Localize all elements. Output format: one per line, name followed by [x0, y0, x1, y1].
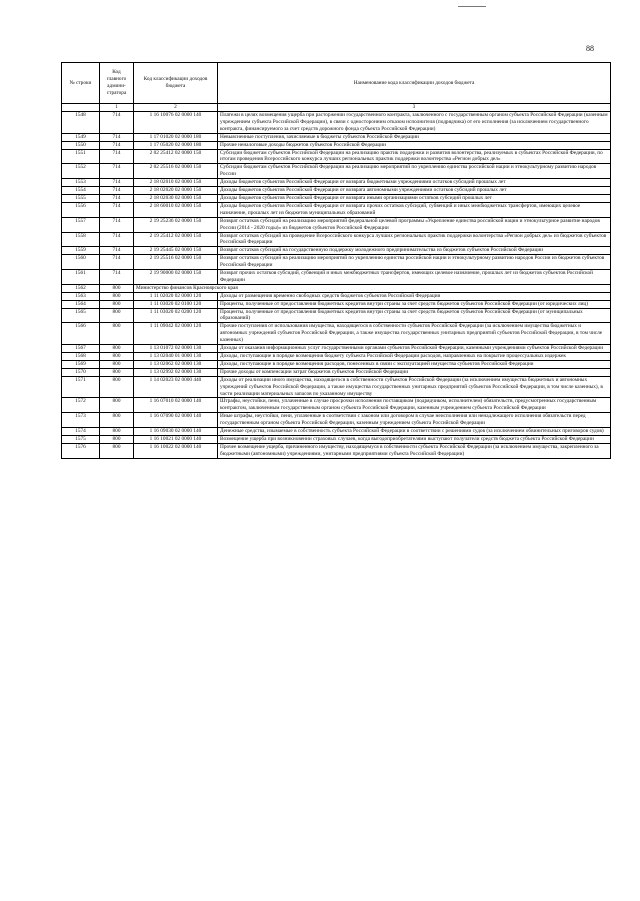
row-number: 1555: [62, 194, 100, 202]
admin-code: 800: [100, 360, 134, 368]
classification-name: Прочие доходы от компенсации затрат бюджетов субъектов Российской Федерации: [218, 368, 611, 376]
classification-code: 2 19 25412 02 0000 150: [134, 232, 218, 247]
admin-code: 800: [100, 292, 134, 300]
classification-name: Доходы от размещения временно свободных средств бюджетов субъектов Российской Федерации: [218, 292, 611, 300]
classification-code: 2 02 25516 02 0000 150: [134, 164, 218, 179]
admin-code: 800: [100, 398, 134, 413]
row-number: 1574: [62, 428, 100, 436]
classification-name: Иные штрафы, неустойки, пени, уплаченные в соответствии с законом или договором в случае неисполнения или ненадлежащего исполнения обязательств перед государственным органом субъекта Российской Федерации, казенным учреждением субъекта Российской Федерации: [218, 413, 611, 428]
classification-name: Доходы бюджетов субъектов Российской Федерации от возврата иными организациями остатков субсидий прошлых лет: [218, 194, 611, 202]
admin-code: 800: [100, 345, 134, 353]
classification-code: 1 11 03020 02 0100 120: [134, 300, 218, 308]
table-row: [62, 255, 611, 270]
admin-code: 800: [100, 284, 134, 292]
classification-name: Возврат остатков субсидий на реализацию мероприятий федеральной целевой программы «Укрепление единства российской нации и этнокультурное развитие народов России (2014 - 2020 годы)» из бюджетов субъектов Российской Федерации: [218, 217, 611, 232]
classification-name: Штрафы, неустойки, пени, уплаченные в случае просрочки исполнения поставщиком (подрядчиком, исполнителем) обязательств, предусмотренных государственным контрактом, заключенным государственным органом субъекта Российской Федерации, казенным учреждением субъекта Российской Федерации: [218, 398, 611, 413]
classification-name: Прочие неналоговые доходы бюджетов субъектов Российской Федерации: [218, 141, 611, 149]
row-number: 1548: [62, 112, 100, 134]
admin-code: 800: [100, 376, 134, 398]
row-number: 1572: [62, 398, 100, 413]
header-row-no: № строки: [62, 63, 100, 104]
admin-code: 714: [100, 255, 134, 270]
classification-code: 1 17 01020 02 0000 180: [134, 133, 218, 141]
table-body: [62, 112, 611, 459]
row-number: 1561: [62, 270, 100, 285]
administrator-name: Министерство финансов Красноярского края: [134, 284, 611, 292]
column-number: 3: [218, 104, 611, 112]
header-class-code: Код классификации доходов бюджета: [134, 63, 218, 104]
table-row: [62, 194, 611, 202]
admin-code: 800: [100, 353, 134, 361]
classification-code: 2 19 90000 02 0000 150: [134, 270, 218, 285]
classification-name: Невыясненные поступления, зачисляемые в бюджеты субъектов Российской Федерации: [218, 133, 611, 141]
admin-code: 800: [100, 428, 134, 436]
row-number: 1566: [62, 323, 100, 345]
row-number: 1549: [62, 133, 100, 141]
classification-name: Денежные средства, изымаемые в собственность субъекта Российской Федерации в соответствии с решениями судов (за исключением обвинительных приговоров судов): [218, 428, 611, 436]
column-number: [62, 104, 100, 112]
admin-code: 714: [100, 247, 134, 255]
classification-code: 1 16 07090 02 0000 140: [134, 413, 218, 428]
budget-revenue-table: [61, 62, 611, 459]
admin-code: 714: [100, 164, 134, 179]
row-number: 1559: [62, 247, 100, 255]
admin-code: 714: [100, 217, 134, 232]
classification-code: 1 16 10022 02 0000 140: [134, 443, 218, 458]
row-number: 1560: [62, 255, 100, 270]
classification-code: 1 16 10021 02 0000 140: [134, 435, 218, 443]
table-row: [62, 413, 611, 428]
classification-name: Возврат остатков субсидий на реализацию мероприятий по укреплению единства российской нации и этнокультурному развитию народов России из бюджетов субъектов Российской Федерации: [218, 255, 611, 270]
classification-code: 1 16 09030 02 0000 140: [134, 428, 218, 436]
row-number: 1567: [62, 345, 100, 353]
table-row: [62, 323, 611, 345]
classification-name: Доходы бюджетов субъектов Российской Федерации от возврата бюджетными учреждениями остатков субсидий прошлых лет: [218, 179, 611, 187]
row-number: 1570: [62, 368, 100, 376]
row-number: 1550: [62, 141, 100, 149]
row-number: 1569: [62, 360, 100, 368]
table-row: [62, 353, 611, 361]
row-number: 1573: [62, 413, 100, 428]
page-number: 88: [586, 44, 594, 53]
classification-code: 1 13 02040 01 0000 130: [134, 353, 218, 361]
table-row: [62, 179, 611, 187]
admin-code: 714: [100, 270, 134, 285]
classification-code: 1 13 02992 02 0000 130: [134, 368, 218, 376]
classification-code: 1 17 05020 02 0000 180: [134, 141, 218, 149]
table-row: [62, 435, 611, 443]
table-row: [62, 270, 611, 285]
classification-name: Доходы бюджетов субъектов Российской Федерации от возврата автономными учреждениями остатков субсидий прошлых лет: [218, 187, 611, 195]
table-row: [62, 164, 611, 179]
admin-code: 714: [100, 194, 134, 202]
classification-name: Доходы от оказания информационных услуг государственными органами субъектов Российской Федерации, казенными учреждениями субъектов Российской Федерации: [218, 345, 611, 353]
admin-code: 800: [100, 323, 134, 345]
table-row: [62, 376, 611, 398]
column-number: 2: [134, 104, 218, 112]
classification-name: Прочие поступления от использования имущества, находящегося в собственности субъектов Российской Федерации (за исключением имущества бюджетных и автономных учреждений субъектов Российской Федерации, а также имущества государственных унитарных предприятий субъектов Российской Федерации, в том числе казенных): [218, 323, 611, 345]
admin-code: 800: [100, 308, 134, 323]
table-row: [62, 202, 611, 217]
classification-name: Платежи в целях возмещения ущерба при расторжении государственного контракта, заключенного с государственным органом субъекта Российской Федерации (казенным учреждением субъекта Российской Федерации), в связи с односторонним отказом исполнителя (подрядчика) от его исполнения (за исключением государственного контракта, финансируемого за счет средств дорожного фонда субъекта Российской Федерации): [218, 112, 611, 134]
scan-mark: [458, 6, 486, 7]
admin-code: 714: [100, 232, 134, 247]
classification-code: 1 16 10076 02 0000 140: [134, 112, 218, 134]
row-number: 1557: [62, 217, 100, 232]
table-row: [62, 187, 611, 195]
table-row: [62, 284, 611, 292]
row-number: 1575: [62, 435, 100, 443]
row-number: 1563: [62, 292, 100, 300]
table-row: [62, 112, 611, 134]
admin-code: 714: [100, 112, 134, 134]
header-name: Наименование кода классификации доходов бюджета: [218, 63, 611, 104]
column-number-row: [62, 104, 611, 112]
classification-code: 2 18 60010 02 0000 150: [134, 202, 218, 217]
classification-name: Субсидии бюджетам субъектов Российской Федерации на реализацию практик поддержки и развития волонтерства, реализуемых в субъектах Российской Федерации, по итогам проведения Всероссийского конкурса лучших региональных практик поддержки волонтерства «Регион добрых дел»: [218, 149, 611, 164]
row-number: 1564: [62, 300, 100, 308]
table-row: [62, 133, 611, 141]
classification-name: Возврат прочих остатков субсидий, субвенций и иных межбюджетных трансфертов, имеющих целевое назначение, прошлых лет из бюджетов субъектов Российской Федерации: [218, 270, 611, 285]
admin-code: 800: [100, 368, 134, 376]
row-number: 1565: [62, 308, 100, 323]
admin-code: 800: [100, 435, 134, 443]
row-number: 1556: [62, 202, 100, 217]
classification-code: 1 14 02023 02 0000 440: [134, 376, 218, 398]
classification-code: 2 18 02010 02 0000 150: [134, 179, 218, 187]
classification-name: Возмещение ущерба при возникновении страховых случаев, когда выгодоприобретателями выступают получатели средств бюджета субъекта Российской Федерации: [218, 435, 611, 443]
table-row: [62, 368, 611, 376]
table-row: [62, 398, 611, 413]
table-row: [62, 345, 611, 353]
classification-code: 1 11 03020 02 0200 120: [134, 308, 218, 323]
classification-code: 2 19 25516 02 0000 150: [134, 255, 218, 270]
admin-code: 714: [100, 141, 134, 149]
classification-name: Доходы от реализации иного имущества, находящегося в собственности субъектов Российской Федерации (за исключением имущества бюджетных и автономных учреждений субъектов Российской Федерации, а также имущества государственных унитарных предприятий субъектов Российской Федерации, в том числе казенных), в части реализации материальных запасов по указанному имуществу: [218, 376, 611, 398]
classification-code: 1 16 07010 02 0000 140: [134, 398, 218, 413]
row-number: 1576: [62, 443, 100, 458]
row-number: 1571: [62, 376, 100, 398]
admin-code: 714: [100, 179, 134, 187]
classification-code: 2 02 25412 02 0000 150: [134, 149, 218, 164]
classification-code: 2 19 25236 02 0000 150: [134, 217, 218, 232]
classification-name: Доходы, поступающие в порядке возмещения бюджету субъекта Российской Федерации расходов, направленных на покрытие процессуальных издержек: [218, 353, 611, 361]
table-row: [62, 300, 611, 308]
table-header-row: [62, 63, 611, 104]
admin-code: 800: [100, 443, 134, 458]
row-number: 1553: [62, 179, 100, 187]
table-row: [62, 149, 611, 164]
table-row: [62, 141, 611, 149]
classification-name: Возврат остатков субсидий на государственную поддержку молодежного предпринимательства из бюджетов субъектов Российской Федерации: [218, 247, 611, 255]
table-row: [62, 443, 611, 458]
classification-code: 2 18 02020 02 0000 150: [134, 187, 218, 195]
classification-code: 1 11 02020 02 0000 120: [134, 292, 218, 300]
admin-code: 714: [100, 202, 134, 217]
table-row: [62, 428, 611, 436]
classification-code: 1 13 02062 02 0000 130: [134, 360, 218, 368]
classification-code: 1 13 01072 02 0000 130: [134, 345, 218, 353]
row-number: 1558: [62, 232, 100, 247]
classification-name: Проценты, полученные от предоставления бюджетных кредитов внутри страны за счет средств бюджетов субъектов Российской Федерации (от муниципальных образований): [218, 308, 611, 323]
admin-code: 800: [100, 300, 134, 308]
table-row: [62, 232, 611, 247]
row-number: 1551: [62, 149, 100, 164]
classification-name: Проценты, полученные от предоставления бюджетных кредитов внутри страны за счет средств бюджетов субъектов Российской Федерации (от юридических лиц): [218, 300, 611, 308]
row-number: 1568: [62, 353, 100, 361]
row-number: 1554: [62, 187, 100, 195]
admin-code: 714: [100, 133, 134, 141]
table-row: [62, 217, 611, 232]
row-number: 1562: [62, 284, 100, 292]
classification-code: 2 18 02030 02 0000 150: [134, 194, 218, 202]
header-admin-code: Код главного админи-стратора: [100, 63, 134, 104]
admin-code: 714: [100, 187, 134, 195]
table-row: [62, 247, 611, 255]
row-number: 1552: [62, 164, 100, 179]
classification-name: Доходы бюджетов субъектов Российской Федерации от возврата прочих остатков субсидий, субвенций и иных межбюджетных трансфертов, имеющих целевое назначение, прошлых лет из бюджетов муниципальных образований: [218, 202, 611, 217]
classification-name: Возврат остатков субсидий на проведение Всероссийского конкурса лучших региональных практик поддержки волонтерства «Регион добрых дел» из бюджетов субъектов Российской Федерации: [218, 232, 611, 247]
table-row: [62, 292, 611, 300]
admin-code: 800: [100, 413, 134, 428]
table-row: [62, 308, 611, 323]
classification-code: 1 11 09042 02 0000 120: [134, 323, 218, 345]
classification-name: Прочее возмещение ущерба, причиненного имуществу, находящемуся в собственности субъекта Российской Федерации (за исключением имущества, закрепленного за бюджетными (автономными) учреждениями, унитарными предприятиями субъекта Российской Федерации): [218, 443, 611, 458]
classification-code: 2 19 25445 02 0000 150: [134, 247, 218, 255]
table-row: [62, 360, 611, 368]
classification-name: Доходы, поступающие в порядке возмещения расходов, понесенных в связи с эксплуатацией имущества субъектов Российской Федерации: [218, 360, 611, 368]
classification-name: Субсидии бюджетам субъектов Российской Федерации на реализацию мероприятий по укреплению единства российской нации и этнокультурному развитию народов России: [218, 164, 611, 179]
column-number: 1: [100, 104, 134, 112]
admin-code: 714: [100, 149, 134, 164]
